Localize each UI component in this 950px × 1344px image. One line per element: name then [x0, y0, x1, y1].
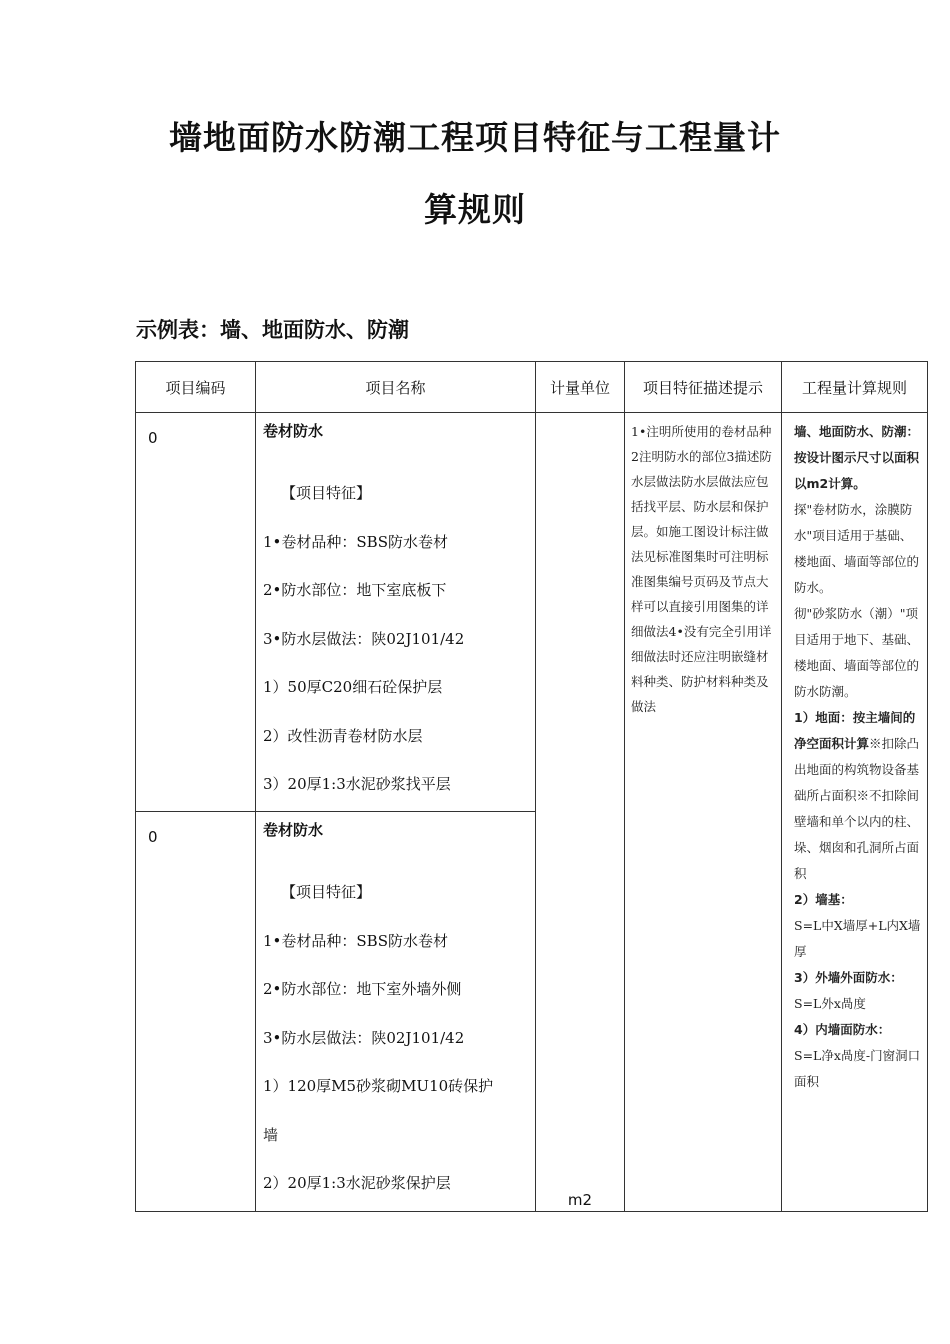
feature-line: 1•卷材品种：SBS防水卷材	[263, 532, 448, 551]
rule-s2-title: 2）墙基：	[794, 892, 853, 907]
rule-s4-title: 4）内墙面防水：	[794, 1022, 891, 1037]
table-caption: 示例表：墙、地面防水、防潮	[136, 318, 409, 342]
rule-p2: 彻"砂浆防水（潮）"项目适用于地下、基础、楼地面、墙面等部位的防水防潮。	[794, 606, 920, 699]
page-title-line1: 墙地面防水防潮工程项目特征与工程量计	[169, 118, 781, 157]
rule-s3-title: 3）外墙外面防水：	[794, 970, 903, 985]
rule-s4-text: S=L净x咼度-门窗洞口面积	[794, 1048, 921, 1089]
hint-text: 1•注明所使用的卷材品种 2注明防水的部位3描述防水层做法防水层做法应包括找平层、防水层和保护层。如施工图设计标注做法见标准图集时可注明标准图集编号页码及节点大样可以直接引用图集的详细做法4•没有完全引用详细做法时还应注明嵌缝材料种类、防护材料种类及做法	[631, 424, 772, 714]
rule-s1-text: ※扣除凸出地面的构筑物设备基础所占面积※不扣除间壁墙和单个以内的柱、垛、烟囱和孔洞所占面积	[794, 736, 920, 881]
feature-line: 1•卷材品种：SBS防水卷材	[263, 931, 448, 950]
table-header-row	[136, 362, 928, 413]
feature-line: 3）20厚1:3水泥砂浆找平层	[263, 775, 451, 793]
feature-line: 2•防水部位：地下室外墙外侧	[263, 980, 462, 998]
header-hint: 项目特征描述提示	[625, 362, 782, 413]
item-code: 0	[136, 413, 256, 812]
header-rule: 工程量计算规则	[782, 362, 928, 413]
header-code: 项目编码	[136, 362, 256, 413]
spec-table	[135, 361, 928, 1212]
header-name: 项目名称	[256, 362, 536, 413]
rule-cell	[782, 413, 928, 1212]
feature-line: 1）120厚M5砂浆砌MU10砖保护	[263, 1077, 494, 1095]
feature-line: 1）50厚C20细石砼保护层	[263, 678, 443, 696]
item-name: 卷材防水	[263, 422, 324, 440]
rule-s3-text: S=L外x咼度	[794, 996, 866, 1011]
rule-s2-text: S=L中X墙厚+L内X墙厚	[794, 918, 921, 959]
page-title-line2: 算规则	[424, 190, 526, 229]
item-code: 0	[136, 812, 256, 1212]
table-row	[136, 413, 928, 812]
item-name-cell	[256, 413, 536, 812]
unit-cell	[536, 413, 625, 1212]
item-name-cell	[256, 812, 536, 1212]
hint-cell	[625, 413, 782, 1212]
item-name: 卷材防水	[263, 821, 324, 839]
feature-line: 墙	[263, 1125, 279, 1144]
feature-line: 2）20厚1:3水泥砂浆保护层	[263, 1174, 451, 1192]
feature-line: 2•防水部位：地下室底板下	[263, 581, 447, 599]
rule-intro: 墙、地面防水、防潮：按设计图示尺寸以面积以m2计算。	[794, 424, 920, 491]
unit-value: m2	[567, 1191, 593, 1209]
rule-p1: 探"卷材防水，涂膜防水"项目适用于基础、楼地面、墙面等部位的防水。	[794, 502, 920, 595]
feature-label: 【项目特征】	[281, 484, 372, 502]
feature-line: 3•防水层做法：陕02J101/42	[263, 629, 465, 648]
feature-label: 【项目特征】	[281, 883, 372, 901]
header-unit: 计量单位	[536, 362, 625, 413]
rule-s1-title: 1）地面：按主墙间的净空面积计算	[794, 710, 916, 751]
feature-line: 3•防水层做法：陕02J101/42	[263, 1028, 465, 1047]
feature-line: 2）改性沥青卷材防水层	[263, 726, 423, 745]
